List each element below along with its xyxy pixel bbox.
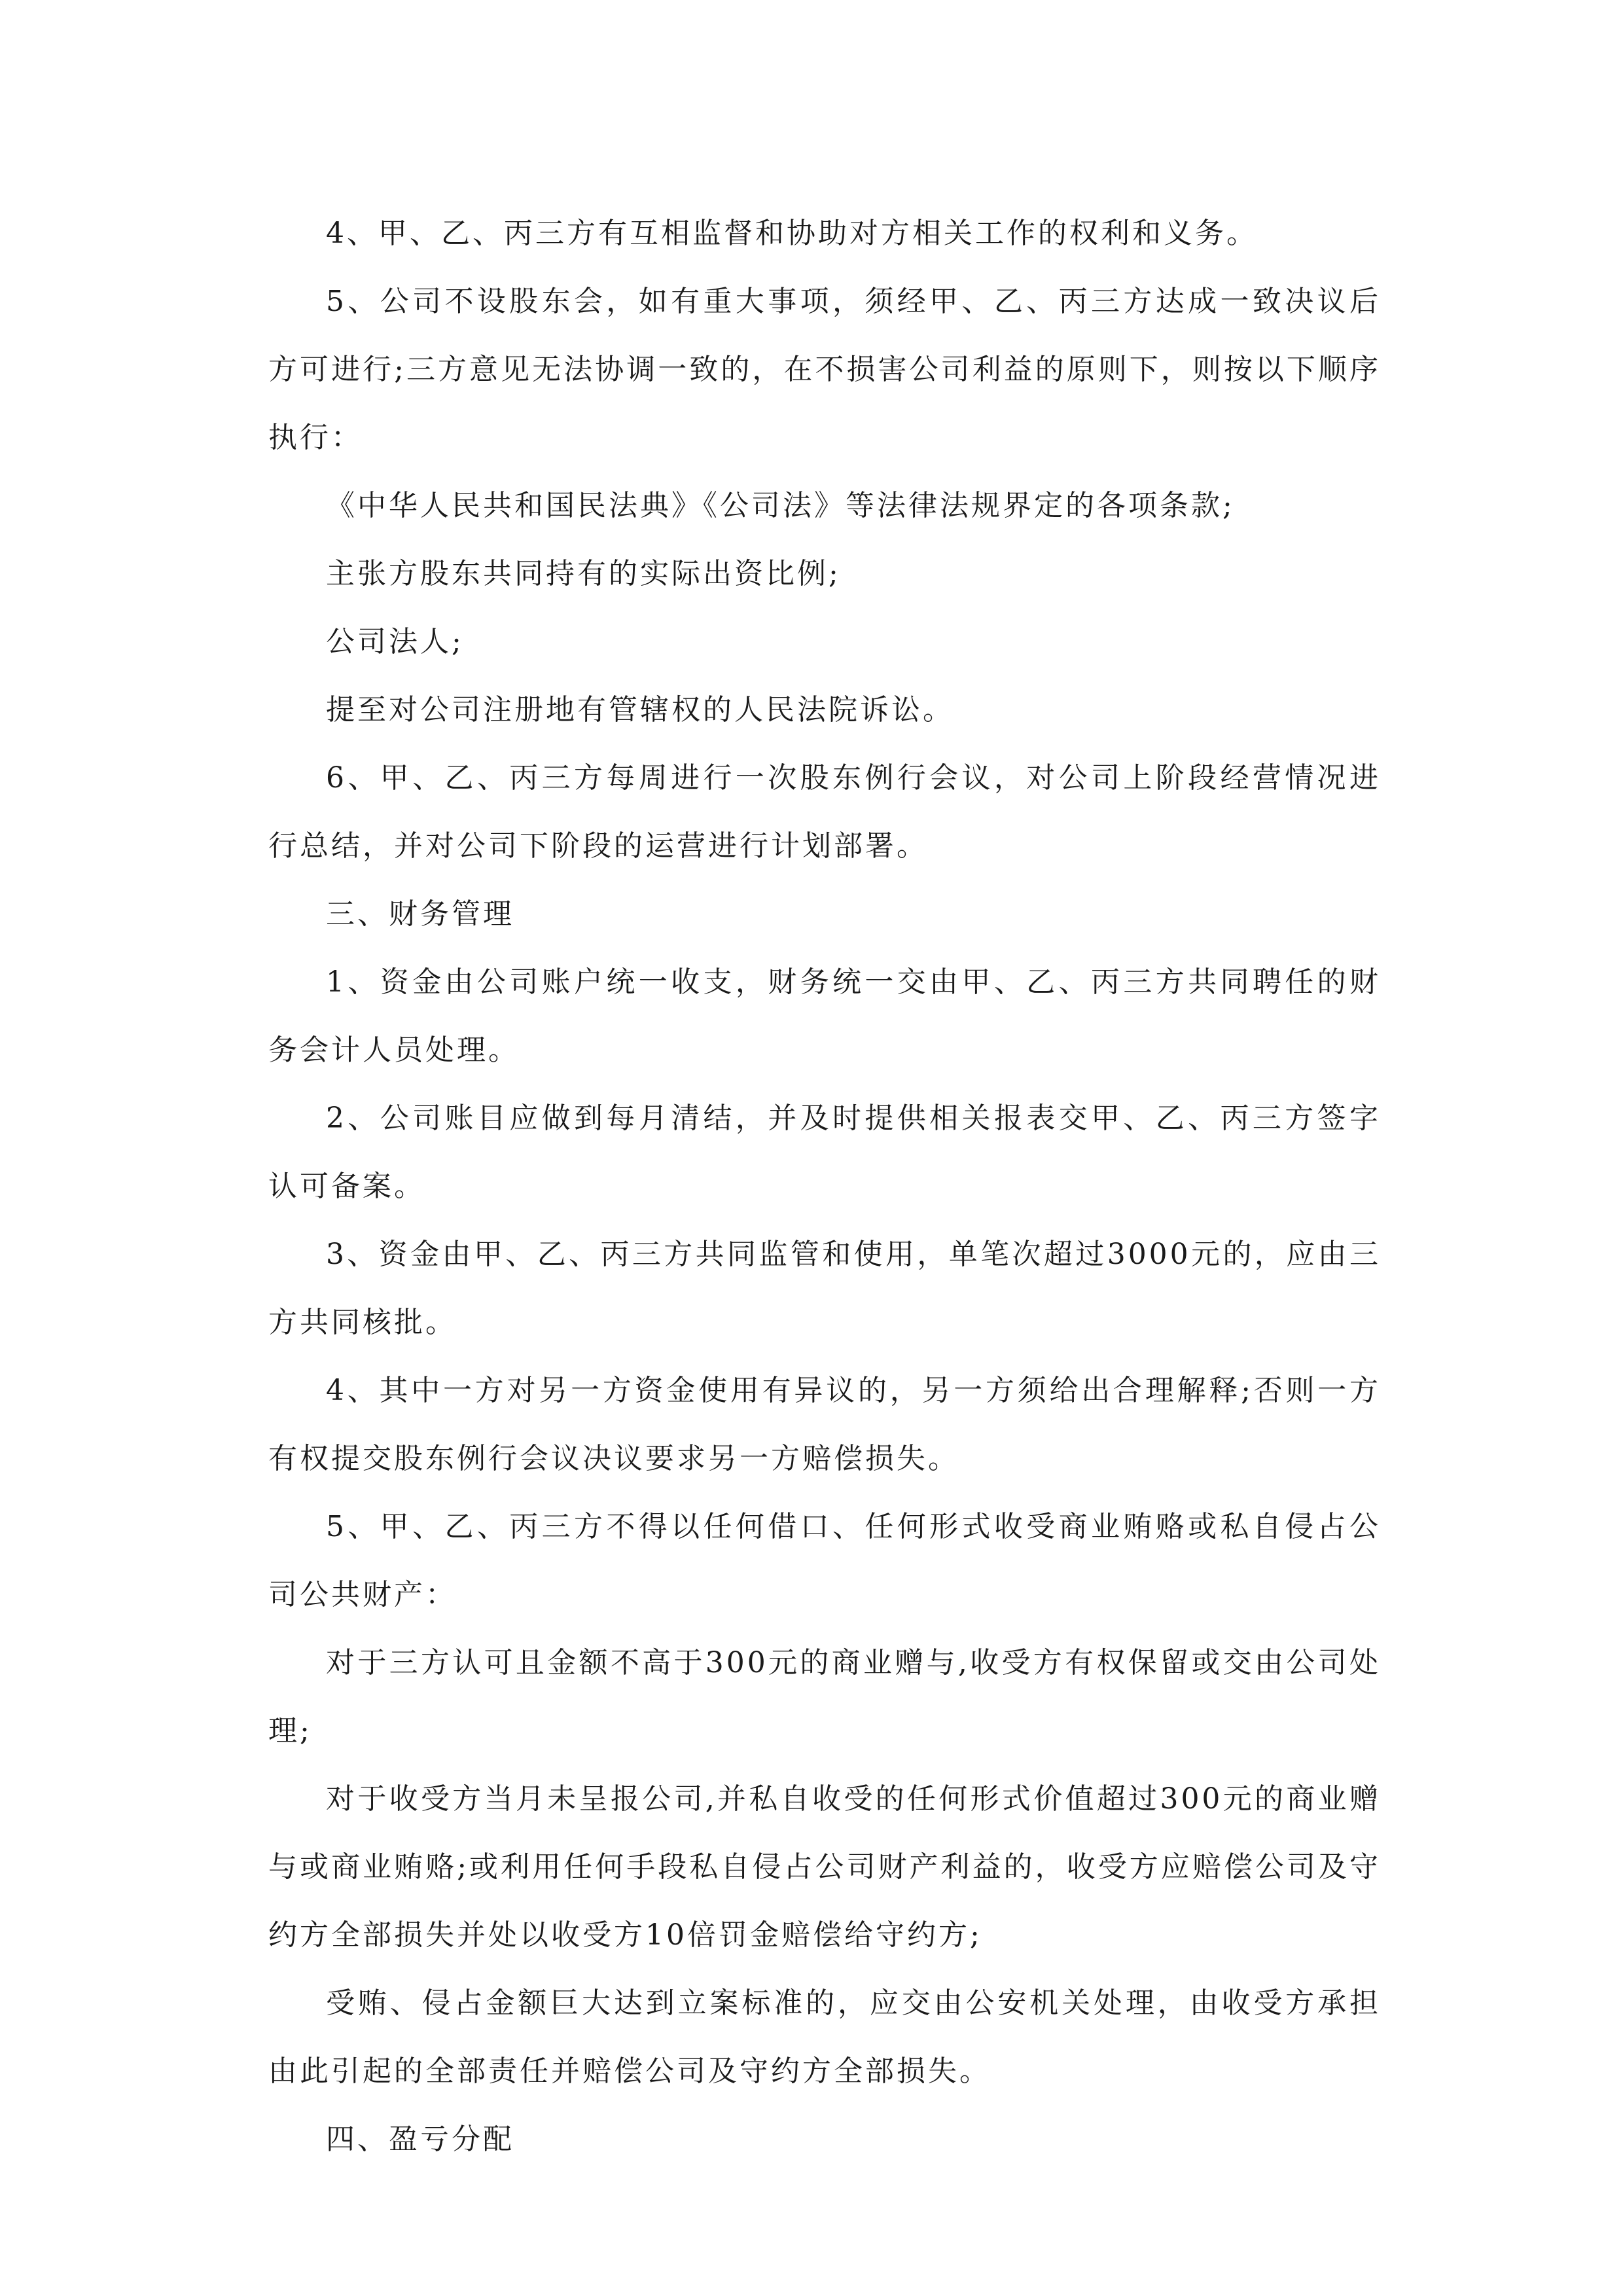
section-heading-profit: 四、盈亏分配	[326, 2123, 514, 2156]
document-body	[268, 200, 1381, 2174]
order-item-court: 提至对公司注册地有管辖权的人民法院诉讼。	[326, 693, 954, 726]
clause-supervision: 4、甲、乙、丙三方有互相监督和协助对方相关工作的权利和义务。	[326, 217, 1258, 250]
order-item-capital-ratio: 主张方股东共同持有的实际出资比例;	[326, 557, 841, 590]
finance-clause-1: 1、资金由公司账户统一收支，财务统一交由甲、乙、丙三方共同聘任的财务会计人员处理。	[268, 965, 1381, 1067]
gift-rule-2: 对于收受方当月未呈报公司,并私自收受的任何形式价值超过300元的商业赠与或商业贿赂;或利用任何手段私自侵占公司财产利益的，收受方应赔偿公司及守约方全部损失并处以收受方10倍罚金赔偿给守约方;	[268, 1782, 1381, 1952]
gift-rule-3: 受贿、侵占金额巨大达到立案标准的，应交由公安机关处理，由收受方承担由此引起的全部责任并赔偿公司及守约方全部损失。	[268, 1986, 1381, 2088]
clause-weekly-meeting: 6、甲、乙、丙三方每周进行一次股东例行会议，对公司上阶段经营情况进行总结，并对公司下阶段的运营进行计划部署。	[268, 761, 1381, 863]
finance-clause-3: 3、资金由甲、乙、丙三方共同监管和使用，单笔次超过3000元的，应由三方共同核批。	[268, 1238, 1381, 1339]
finance-clause-2: 2、公司账目应做到每月清结，并及时提供相关报表交甲、乙、丙三方签字认可备案。	[268, 1102, 1381, 1203]
gift-rule-1: 对于三方认可且金额不高于300元的商业赠与,收受方有权保留或交由公司处理;	[268, 1646, 1381, 1748]
section-heading-finance: 三、财务管理	[326, 897, 514, 931]
finance-clause-5: 5、甲、乙、丙三方不得以任何借口、任何形式收受商业贿赂或私自侵占公司公共财产：	[268, 1510, 1381, 1611]
clause-no-shareholders-meeting: 5、公司不设股东会，如有重大事项，须经甲、乙、丙三方达成一致决议后方可进行;三方意见无法协调一致的，在不损害公司利益的原则下，则按以下顺序执行：	[268, 285, 1381, 454]
order-item-legal-person: 公司法人;	[326, 625, 464, 658]
finance-clause-4: 4、其中一方对另一方资金使用有异议的，另一方须给出合理解释;否则一方有权提交股东例行会议决议要求另一方赔偿损失。	[268, 1374, 1381, 1475]
order-item-laws: 《中华人民共和国民法典》《公司法》等法律法规界定的各项条款;	[326, 489, 1235, 522]
